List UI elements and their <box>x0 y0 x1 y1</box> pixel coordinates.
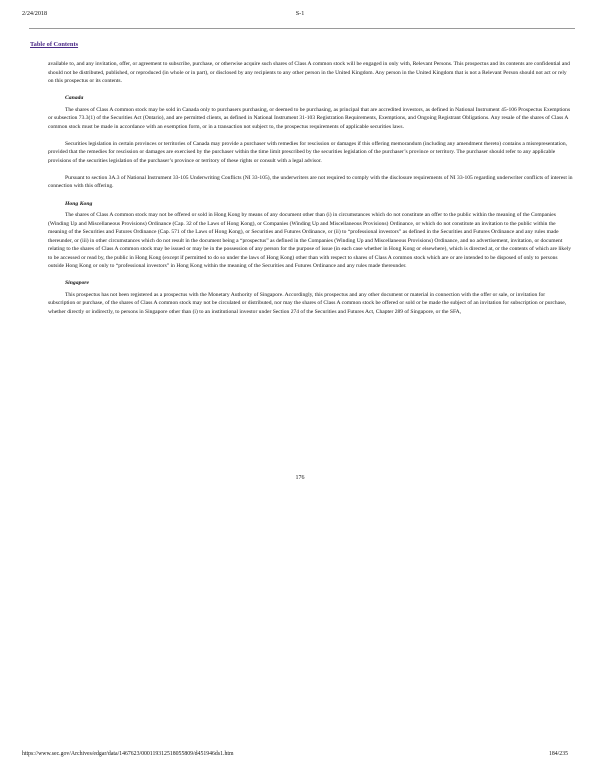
print-header <box>22 8 578 20</box>
document-body <box>48 60 573 316</box>
table-of-contents-link[interactable]: Table of Contents <box>30 41 79 48</box>
canada-paragraph-2: Securities legislation in certain provinces or territories of Canada may provide a purchaser with remedies for rescission or damages if this offering memorandum (including any amendment thereto) contains a misrepresentation, provided that the remedies for rescission or damages are exercised by the purchaser within the time limit prescribed by the securities legislation of the purchaser’s province or territory. The purchaser should refer to any applicable provisions of the securities legislation of the purchaser’s province or territory of these rights or consult with a legal advisor. <box>48 140 568 164</box>
print-title: S-1 <box>295 10 305 17</box>
canada-paragraph-1: The shares of Class A common stock may be sold in Canada only to purchasers purchasing, or deemed to be purchasing, as principal that are accredited investors, as defined in National Instrument 45-106 Prospectus Exemptions or subsection 73.3(1) of the Securities Act (Ontario), and are permitted clients, as defined in National Instrument 31-103 Registration Requirements, Exemptions, and Ongoing Registrant Obligations. Any resale of the shares of Class A common stock must be made in accordance with an exemption form, or in a transaction not subject to, the prospectus requirements of applicable securities laws. <box>48 106 571 130</box>
print-footer <box>22 749 578 759</box>
singapore-paragraph-1: This prospectus has not been registered as a prospectus with the Monetary Authority of Singapore. Accordingly, this prospectus and any other document or material in connection with the offer or sale, or invitation for subscription or purchase, of the shares of Class A common stock may not be circulated or distributed, nor may the shares of Class A common stock be offered or sold or be made the subject of an invitation for subscription or purchase, whether directly or indirectly, to persons in Singapore other than (i) to an institutional investor under Section 274 of the Securities and Futures Act, Chapter 289 of Singapore, or the SFA, <box>48 291 567 315</box>
canada-paragraph-3: Pursuant to section 3A.3 of National Instrument 33-105 Underwriting Conflicts (NI 33-105), the underwriters are not required to comply with the disclosure requirements of NI 33-105 regarding underwriter conflicts of interest in connection with this offering. <box>48 174 573 190</box>
section-heading-hong-kong: Hong Kong <box>65 200 93 207</box>
print-date: 2/24/2018 <box>22 10 48 17</box>
source-url: https://www.sec.gov/Archives/edgar/data/1467623/000119312518055809/d451946ds1.htm <box>22 751 234 757</box>
uk-continuation-paragraph: available to, and any invitation, offer, or agreement to subscribe, purchase, or otherwise acquire such shares of Class A common stock will be engaged in only with, Relevant Persons. This prospectus and its contents are confidential and should not be distributed, published, or reproduced (in whole or in part), or disclosed by any recipients to any other person in the United Kingdom. Any person in the United Kingdom that is not a Relevant Person should not act or rely on this prospectus or its contents. <box>48 61 570 85</box>
hong-kong-paragraph-1: The shares of Class A common stock may not be offered or sold in Hong Kong by means of any document other than (i) in circumstances which do not constitute an offer to the public within the meaning of the Companies (Winding Up and Miscellaneous Provisions) Ordinance (Cap. 32 of the Laws of Hong Kong), or Companies (Winding Up and Miscellaneous Provisions) Ordinance, or which do not constitute an invitation to the public within the meaning of the Securities and Futures Ordinance (Cap. 571 of the Laws of Hong Kong), or Securities and Futures Ordinance, or (ii) to “professional investors” as defined in the Securities and Futures Ordinance and any rules made thereunder, or (iii) in other circumstances which do not result in the document being a “prospectus” as defined in the Companies (Winding Up and Miscellaneous Provisions) Ordinance, and no advertisement, invitation, or document relating to the shares of Class A common stock may be issued or may be in the possession of any person for the purpose of issue (in each case whether in Hong Kong or elsewhere), which is directed at, or the contents of which are likely to be accessed or read by, the public in Hong Kong (except if permitted to do so under the laws of Hong Kong) other than with respect to shares of Class A common stock which are or are intended to be disposed of only to persons outside Hong Kong or only to “professional investors” in Hong Kong within the meaning of the Securities and Futures Ordinance and any rules made thereunder. <box>48 212 571 270</box>
header-divider <box>29 28 575 29</box>
print-page-count: 184/235 <box>548 751 568 757</box>
section-heading-singapore: Singapore <box>65 280 90 287</box>
page-number: 176 <box>295 475 305 481</box>
section-heading-canada: Canada <box>65 95 84 102</box>
